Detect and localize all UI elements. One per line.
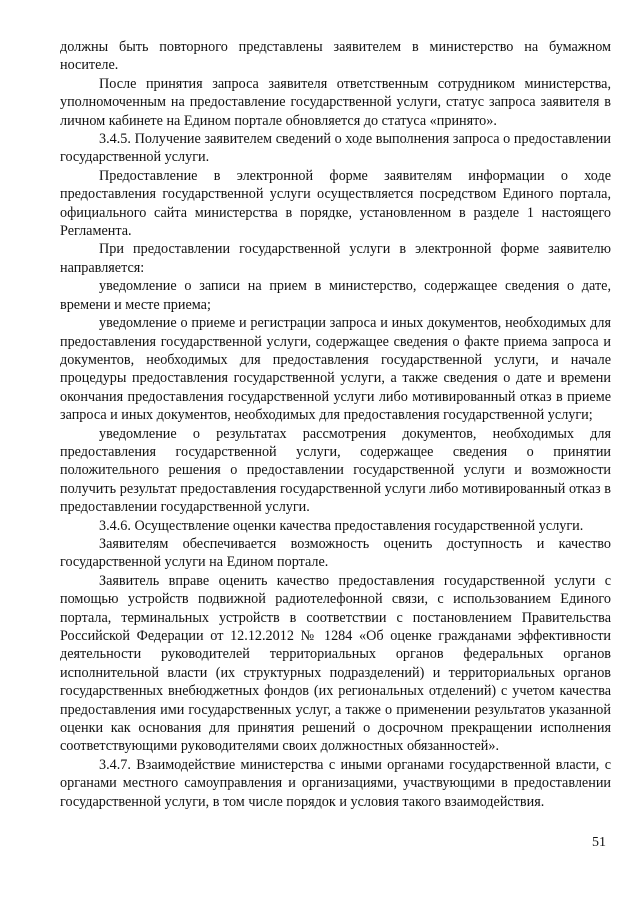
page-number: 51 [592,835,606,850]
section-3-4-7-heading: 3.4.7. Взаимодействие министерства с иными органами государственной власти, с органами местного самоуправления и организациями, участвующими в предоставлении государственной услуги, в том числе порядок и условия такого взаимодействия. [60,756,611,810]
section-3-4-5-heading: 3.4.5. Получение заявителем сведений о ходе выполнения запроса о предоставлении государственной услуги. [60,131,611,166]
paragraph-progress-info: Предоставление в электронной форме заявителям информации о ходе предоставления государственной услуги осуществляется посредством Единого портала, официального сайта министерства в порядке, установленном в разделе 1 настоящего Регламента. [60,167,611,240]
notification-registration: уведомление о приеме и регистрации запроса и иных документов, необходимых для предоставления государственной услуги, содержащее сведения о факте приема запроса и документов, необходимых для предоставления государственной услуги, и начале процедуры предоставления государственной услуги, а также сведения о дате и времени окончания предоставления государственной услуги либо мотивированный отказ в приеме запроса и иных документов, необходимых для предоставления государственной услуги; [60,315,611,424]
paragraph-notifications-intro: При предоставлении государственной услуги в электронной форме заявителю направляется: [60,241,611,276]
document-page [60,38,611,811]
section-3-4-6-heading: 3.4.6. Осуществление оценки качества предоставления государственной услуги. [99,517,584,534]
notification-appointment: уведомление о записи на прием в министерство, содержащее сведения о дате, времени и месте приема; [60,278,611,313]
notification-results: уведомление о результатах рассмотрения документов, необходимых для предоставления государственной услуги, содержащее сведения о принятии положительного решения о предоставлении государственной услуги и возможности получить результат предоставления государственной услуги либо мотивированный отказ в предоставлении государственной услуги. [60,425,611,516]
paragraph-quality-evaluation: Заявитель вправе оценить качество предоставления государственной услуги с помощью устройств подвижной радиотелефонной связи, с использованием Единого портала, терминальных устройств в соответствии с постановлением Правительства Российской Федерации от 12.12.2012 № 1284 «Об оценке гражданами эффективности деятельности руководителей территориальных органов федеральных органов исполнительной власти (их структурных подразделений) и территориальных органов государственных внебюджетных фондов (их региональных отделений) с учетом качества предоставления ими государственных услуг, а также о применении результатов указанной оценки как основания для принятия решений о досрочном прекращении исполнения соответствующими руководителями своих должностных обязанностей». [60,572,611,755]
paragraph-status-accepted: После принятия запроса заявителя ответственным сотрудником министерства, уполномоченным на предоставление государственной услуги, статус запроса заявителя в личном кабинете на Едином портале обновляется до статуса «принято». [60,75,611,129]
paragraph-continuation: должны быть повторного представлены заявителем в министерство на бумажном носителе. [60,39,611,74]
paragraph-quality-access: Заявителям обеспечивается возможность оценить доступность и качество государственной услуги на Едином портале. [60,535,611,571]
